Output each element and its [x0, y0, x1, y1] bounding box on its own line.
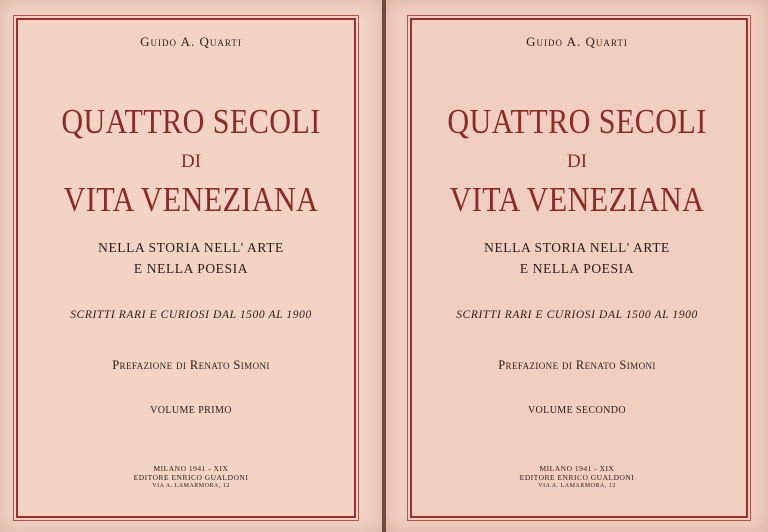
author-name: Guido A. Quarti — [526, 34, 628, 49]
publisher-line-2: EDITORE ENRICO GUALDONI — [133, 473, 249, 482]
publisher-line-3: VIA A. LAMARMORA, 12 — [152, 483, 230, 489]
cover-text-block — [386, 0, 768, 532]
book-cover-volume-1 — [0, 0, 382, 532]
book-cover-volume-2 — [386, 0, 768, 532]
title-line-2: DI — [566, 151, 588, 172]
author-name: Guido A. Quarti — [140, 34, 242, 49]
publisher-line-1: MILANO 1941 - XIX — [539, 464, 615, 473]
cover-text-block — [0, 0, 382, 532]
publisher-block — [0, 464, 382, 491]
publisher-block — [386, 464, 768, 491]
title-line-2: DI — [180, 151, 202, 172]
publisher-line-1: MILANO 1941 - XIX — [153, 464, 229, 473]
preface-line: Prefazione di Renato Simoni — [498, 358, 656, 372]
volume-label: VOLUME PRIMO — [150, 405, 232, 416]
scritti-line: SCRITTI RARI E CURIOSI DAL 1500 AL 1900 — [70, 309, 312, 321]
publisher-line-2: EDITORE ENRICO GUALDONI — [519, 473, 635, 482]
subtitle-line-1: NELLA STORIA NELL' ARTE — [484, 240, 670, 255]
subtitle — [0, 237, 382, 279]
subtitle-line-1: NELLA STORIA NELL' ARTE — [98, 240, 284, 255]
title-line-1: QUATTRO SECOLI — [61, 102, 321, 141]
volume-label: VOLUME SECONDO — [527, 405, 627, 416]
scritti-line: SCRITTI RARI E CURIOSI DAL 1500 AL 1900 — [456, 309, 698, 321]
subtitle-line-2: E NELLA POESIA — [519, 261, 635, 276]
preface-line: Prefazione di Renato Simoni — [112, 358, 270, 372]
subtitle — [386, 237, 768, 279]
subtitle-line-2: E NELLA POESIA — [133, 261, 249, 276]
publisher-line-3: VIA A. LAMARMORA, 12 — [538, 483, 616, 489]
title-line-3: VITA VENEZIANA — [449, 180, 705, 219]
title-line-1: QUATTRO SECOLI — [447, 102, 707, 141]
title-line-3: VITA VENEZIANA — [63, 180, 319, 219]
